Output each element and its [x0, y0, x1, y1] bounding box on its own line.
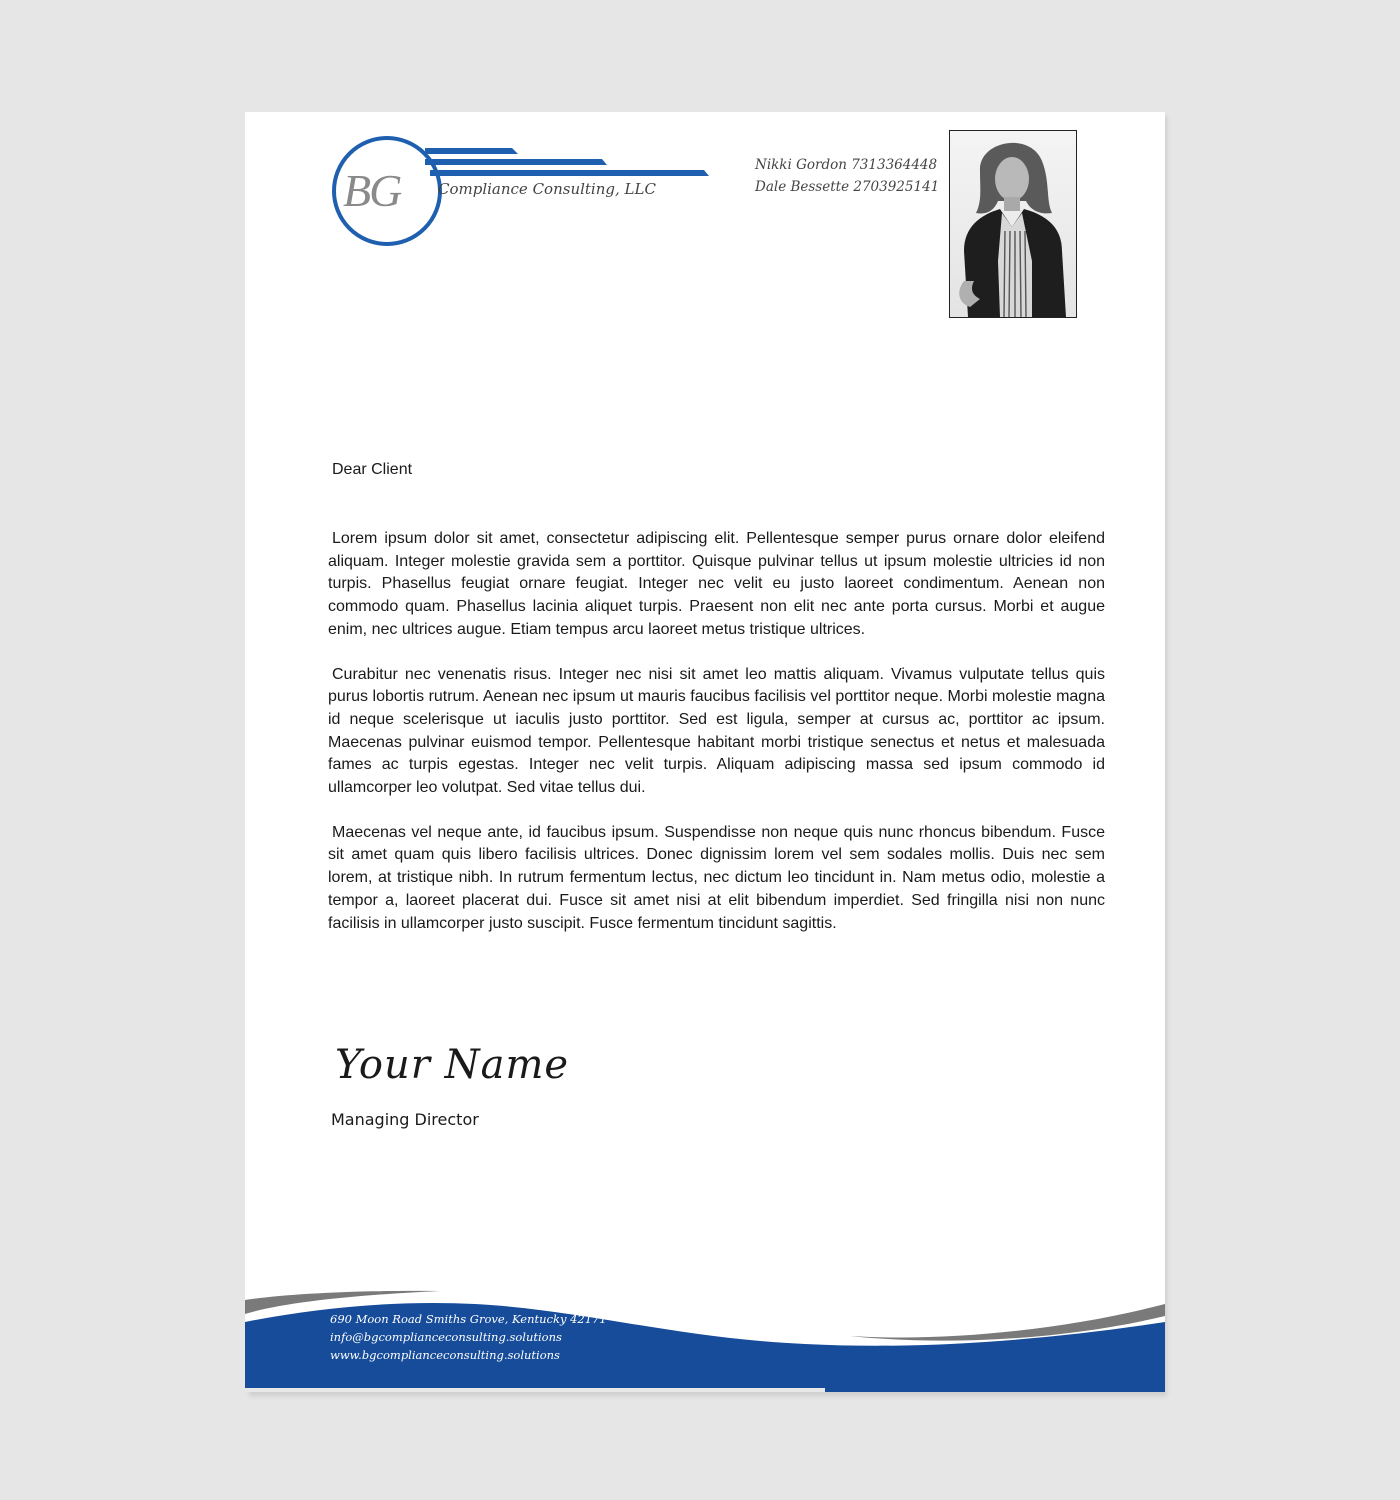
body-paragraph: Curabitur nec venenatis risus. Integer nec nisi sit amet leo mattis aliquam. Vivamus vulputate tellus quis purus lobortis rutrum. Aenean nec ipsum ut mauris faucibus facilisis vel porttitor neque. Morbi molestie magna id neque scelerisque ut iaculis justo porttitor. Sed est ligula, semper at cursus ac, porttitor ac ipsum. Maecenas pulvinar euismod tempor. Pellentesque habitant morbi tristique senectus et netus et malesuada fames ac turpis egestas. Integer nec velit turpis. Aliquam adipiscing massa sed ipsum commodo id ullamcorper leo volutpat. Sed vitae tellus dui.: [328, 665, 1105, 797]
salutation: Dear Client: [332, 461, 413, 478]
letterhead-sheet: [245, 112, 1165, 1392]
footer-email: info@bgcomplianceconsulting.solutions: [330, 1330, 562, 1344]
footer-website: www.bgcomplianceconsulting.solutions: [330, 1348, 560, 1362]
body-paragraph: Maecenas vel neque ante, id faucibus ipsum. Suspendisse non neque quis nunc rhoncus bibendum. Fusce sit amet quam quis libero facilisis ultrices. Donec dignissim lorem vel sem sodales mollis. Duis nec sem lorem, at tristique nibh. In rutrum fermentum lectus, nec dictum leo tincidunt in. Nam metus odio, molestie a tempor a, laoreet placerat dui. Fusce sit amet nisi at elit bibendum imperdiet. Sed fringilla nisi non nunc facilisis in ullamcorper justo suscipit. Fusce fermentum tincidunt sagittis.: [328, 823, 1105, 932]
contact-line: Nikki Gordon 7313364448: [755, 157, 938, 173]
signature-role: Managing Director: [331, 1110, 479, 1129]
footer-address: 690 Moon Road Smiths Grove, Kentucky 42171: [330, 1312, 607, 1326]
body-paragraph: Lorem ipsum dolor sit amet, consectetur adipiscing elit. Pellentesque semper purus ornare dolor eleifend aliquam. Integer molestie gravida sem a porttitor. Quisque pulvinar tellus ut ipsum molestie ultricies id non turpis. Phasellus feugiat ornare feugiat. Integer nec velit eu justo laoreet condimentum. Aenean non commodo quam. Phasellus lacinia aliquet turpis. Praesent non elit nec ante porta cursus. Morbi et augue enim, nec ultrices augue. Etiam tempus arcu laoreet metus tristique ultrices.: [328, 530, 1105, 638]
contact-list: [755, 154, 939, 198]
portrait-silhouette: [950, 131, 1076, 317]
logo-monogram: BG: [343, 165, 401, 216]
letter-body: [328, 528, 1105, 957]
portrait-photo: [949, 130, 1077, 318]
contact-line: Dale Bessette 2703925141: [755, 179, 940, 195]
footer-contact: [330, 1310, 607, 1364]
company-name: Compliance Consulting, LLC: [438, 180, 656, 198]
signature-name: Your Name: [335, 1042, 570, 1088]
